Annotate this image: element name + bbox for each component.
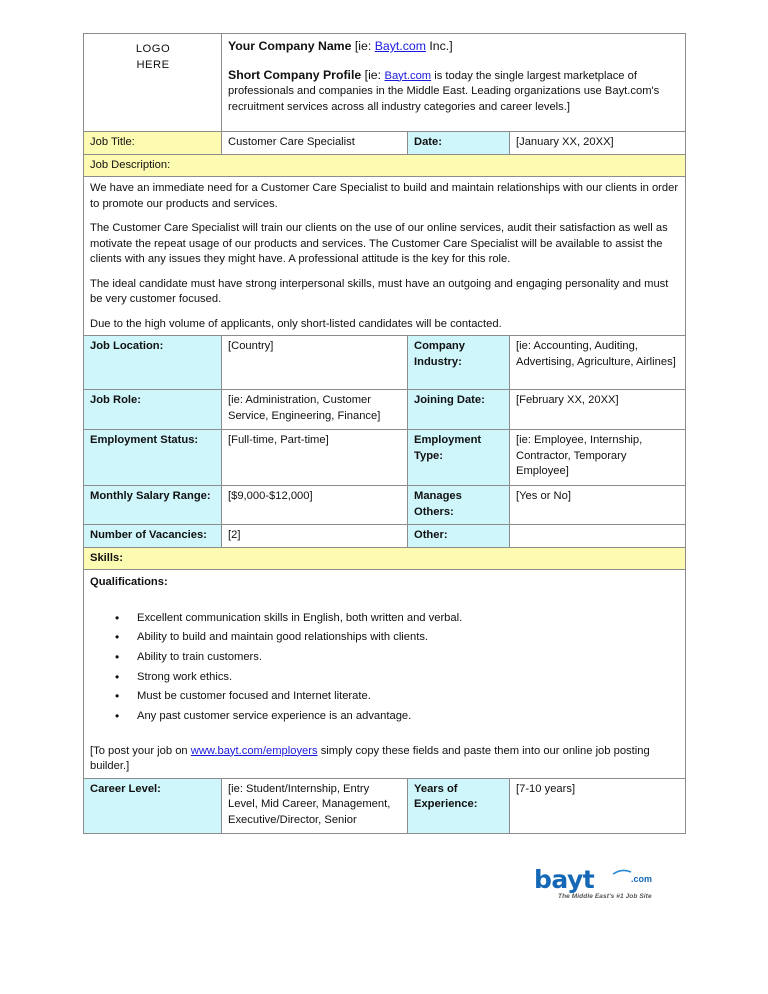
qualifications-list: [90, 609, 680, 727]
job-description-label: Job Description:: [84, 154, 686, 177]
bayt-tagline: The Middle East's #1 Job Site: [558, 893, 652, 900]
job-location-label: Job Location:: [84, 336, 222, 390]
career-level-value: [ie: Student/Internship, Entry Level, Mid Career, Management, Executive/Director, Senior: [222, 778, 408, 833]
employment-type-value: [ie: Employee, Internship, Contractor, Temporary Employee]: [510, 430, 686, 486]
skills-header-row: [84, 547, 686, 570]
list-item: • Ability to train customers.: [90, 648, 680, 668]
qualifications-body: [84, 570, 686, 779]
company-name: Your Company Name [ie: Bayt.com Inc.]: [228, 39, 453, 53]
years-experience-value: [7-10 years]: [510, 778, 686, 833]
salary-row: [84, 486, 686, 525]
description-paragraph: The Customer Care Specialist will train our clients on the use of our online services, audit their satisfaction as well as motivate the repeat usage of our products and services. The Customer Care Specialist will be available to assist the clients with any issues they might have. A professional attitude is the key for this role.: [90, 222, 668, 265]
location-row: [84, 336, 686, 390]
vacancies-row: [84, 525, 686, 548]
job-location-value: [Country]: [222, 336, 408, 390]
header-row: [84, 34, 686, 132]
description-paragraph: We have an immediate need for a Customer Care Specialist to build and maintain relationships with our clients in order to promote our products and services.: [90, 182, 679, 210]
other-label: Other:: [408, 525, 510, 548]
job-role-label: Job Role:: [84, 390, 222, 430]
salary-range-value: [$9,000-$12,000]: [222, 486, 408, 525]
employment-status-label: Employment Status:: [84, 430, 222, 486]
company-industry-value: [ie: Accounting, Auditing, Advertising, Agriculture, Airlines]: [510, 336, 686, 390]
job-description-form: [83, 33, 685, 834]
list-item: • Ability to build and maintain good relationships with clients.: [90, 628, 680, 648]
job-description-body: [84, 177, 686, 336]
other-value: [510, 525, 686, 548]
company-profile: Short Company Profile [ie: Bayt.com is today the single largest marketplace of professionals and companies in the Middle East. Leading organizations use Bayt.com's recruitment services across all industry categories and career levels.]: [228, 67, 660, 113]
job-description-header-row: [84, 154, 686, 177]
date-label: Date:: [408, 132, 510, 155]
form-table: [83, 33, 686, 834]
qualifications-row: [84, 570, 686, 779]
company-industry-label: Company Industry:: [408, 336, 510, 390]
job-description-body-row: [84, 177, 686, 336]
joining-date-value: [February XX, 20XX]: [510, 390, 686, 430]
date-value: [January XX, 20XX]: [510, 132, 686, 155]
employment-type-label: Employment Type:: [408, 430, 510, 486]
job-title-label: Job Title:: [84, 132, 222, 155]
joining-date-label: Joining Date:: [408, 390, 510, 430]
job-title-row: [84, 132, 686, 155]
bayt-wordmark: bayt: [534, 865, 595, 894]
bayt-logo: [534, 867, 674, 907]
description-paragraph: Due to the high volume of applicants, only short-listed candidates will be contacted.: [90, 317, 502, 330]
list-item: • Excellent communication skills in English, both written and verbal.: [90, 609, 680, 629]
post-job-note: [To post your job on www.bayt.com/employers simply copy these fields and paste them into our online job posting builder.]: [90, 744, 650, 773]
manages-others-value: [Yes or No]: [510, 486, 686, 525]
employment-row: [84, 430, 686, 486]
company-name-link[interactable]: Bayt.com: [374, 39, 426, 53]
list-item: • Any past customer service experience is an advantage.: [90, 707, 680, 727]
salary-range-label: Monthly Salary Range:: [84, 486, 222, 525]
employment-status-value: [Full-time, Part-time]: [222, 430, 408, 486]
qualifications-label: Qualifications:: [90, 576, 168, 588]
vacancies-label: Number of Vacancies:: [84, 525, 222, 548]
swoosh-icon: [612, 869, 632, 875]
job-title-value: Customer Care Specialist: [222, 132, 408, 155]
bayt-domain-suffix: .com: [631, 874, 653, 884]
employers-link[interactable]: www.bayt.com/employers: [190, 744, 318, 757]
job-role-value: [ie: Administration, Customer Service, Engineering, Finance]: [222, 390, 408, 430]
company-profile-link[interactable]: Bayt.com: [384, 69, 432, 82]
description-paragraph: The ideal candidate must have strong interpersonal skills, must have an outgoing and engaging personality and must be very customer focused.: [90, 277, 669, 305]
logo-placeholder: LOGO HERE: [84, 34, 222, 132]
company-info: [222, 34, 686, 132]
career-level-label: Career Level:: [84, 778, 222, 833]
vacancies-value: [2]: [222, 525, 408, 548]
manages-others-label: Manages Others:: [408, 486, 510, 525]
job-role-row: [84, 390, 686, 430]
list-item: • Must be customer focused and Internet literate.: [90, 687, 680, 707]
skills-label: Skills:: [84, 547, 686, 570]
years-experience-label: Years of Experience:: [408, 778, 510, 833]
career-row: [84, 778, 686, 833]
list-item: • Strong work ethics.: [90, 668, 680, 688]
